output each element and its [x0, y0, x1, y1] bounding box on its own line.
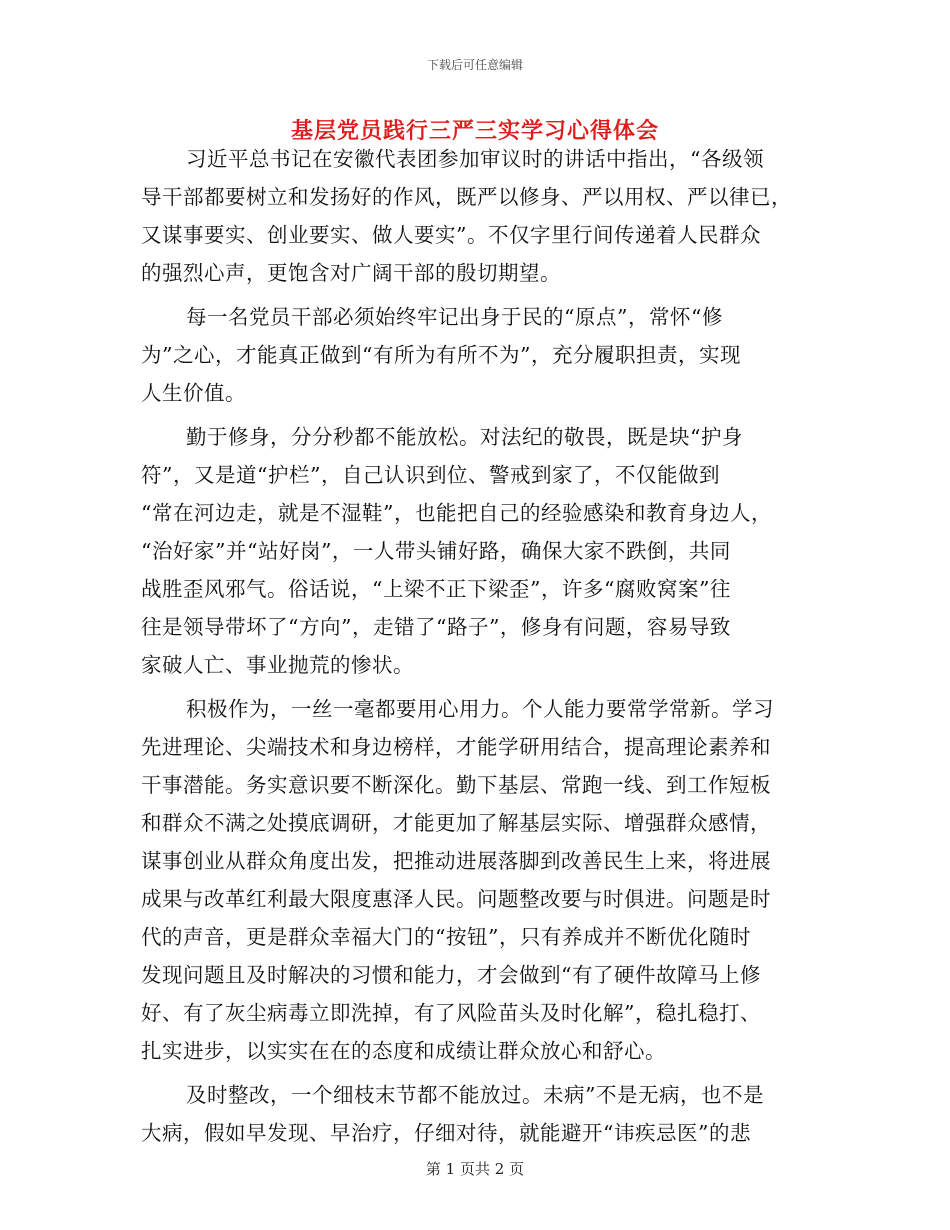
body-line: 战胜歪风邪气。俗话说，“上梁不正下梁歪”，许多“腐败窝案”往 [141, 577, 731, 601]
document-body [141, 140, 801, 1152]
body-line: 成果与改革红利最大限度惠泽人民。问题整改要与时俱进。问题是时 [141, 887, 771, 911]
body-line: 往是领导带坏了“方向”，走错了“路子”，修身有问题，容易导致 [141, 615, 731, 639]
body-line: 习近平总书记在安徽代表团参加审议时的讲话中指出，“各级领 [186, 147, 764, 171]
body-line: 人生价值。 [141, 381, 246, 405]
body-line: 的强烈心声，更饱含对广阔干部的殷切期望。 [141, 261, 561, 285]
body-line: 家破人亡、事业抛荒的惨状。 [141, 653, 414, 677]
body-line: 和群众不满之处摸底调研，才能更加了解基层实际、增强群众感情， [141, 811, 771, 835]
document-title: 基层党员践行三严三实学习心得体会 [290, 118, 659, 144]
body-line: 及时整改，一个细枝末节都不能放过。未病”不是无病，也不是 [186, 1083, 764, 1107]
body-line: 发现问题且及时解决的习惯和能力，才会做到“有了硬件故障马上修 [141, 963, 761, 987]
body-line: 扎实进步，以实实在在的态度和成绩让群众放心和舒心。 [141, 1039, 666, 1063]
body-line: “治好家”并“站好岗”，一人带头铺好路，确保大家不跌倒，共同 [141, 539, 731, 563]
body-line: 好、有了灰尘病毒立即洗掉，有了风险苗头及时化解”，稳扎稳打、 [141, 1001, 761, 1025]
body-line: “常在河边走，就是不湿鞋”，也能把自己的经验感染和教育身边人， [141, 501, 772, 525]
body-line: 导干部都要树立和发扬好的作风，既严以修身、严以用权、严以律已， [141, 185, 792, 209]
page-footer: 第 1 页共 2 页 [425, 1160, 525, 1178]
body-line: 为”之心，才能真正做到“有所为有所不为”，充分履职担责，实现 [141, 343, 741, 367]
body-line: 积极作为，一丝一毫都要用心用力。个人能力要常学常新。学习 [186, 697, 774, 721]
body-line: 代的声音，更是群众幸福大门的“按钮”，只有养成并不断优化随时 [141, 925, 751, 949]
body-line: 干事潜能。务实意识要不断深化。勤下基层、常跑一线、到工作短板 [141, 773, 771, 797]
body-line: 勤于修身，分分秒都不能放松。对法纪的敬畏，既是块“护身 [186, 425, 743, 449]
body-line: 符”，又是道“护栏”，自己认识到位、警戒到家了，不仅能做到 [141, 463, 720, 487]
body-line: 每一名党员干部必须始终牢记出身于民的“原点”，常怀“修 [186, 305, 723, 329]
body-line: 谋事创业从群众角度出发，把推动进展落脚到改善民生上来，将进展 [141, 849, 771, 873]
body-line: 又谋事要实、创业要实、做人要实”。不仅字里行间传递着人民群众 [141, 223, 761, 247]
header-note: 下载后可任意编辑 [426, 58, 523, 72]
body-line: 先进理论、尖端技术和身边榜样，才能学研用结合，提高理论素养和 [141, 735, 771, 759]
body-line: 大病，假如早发现、早治疗，仔细对待，就能避开“讳疾忌医”的悲 [141, 1121, 751, 1145]
